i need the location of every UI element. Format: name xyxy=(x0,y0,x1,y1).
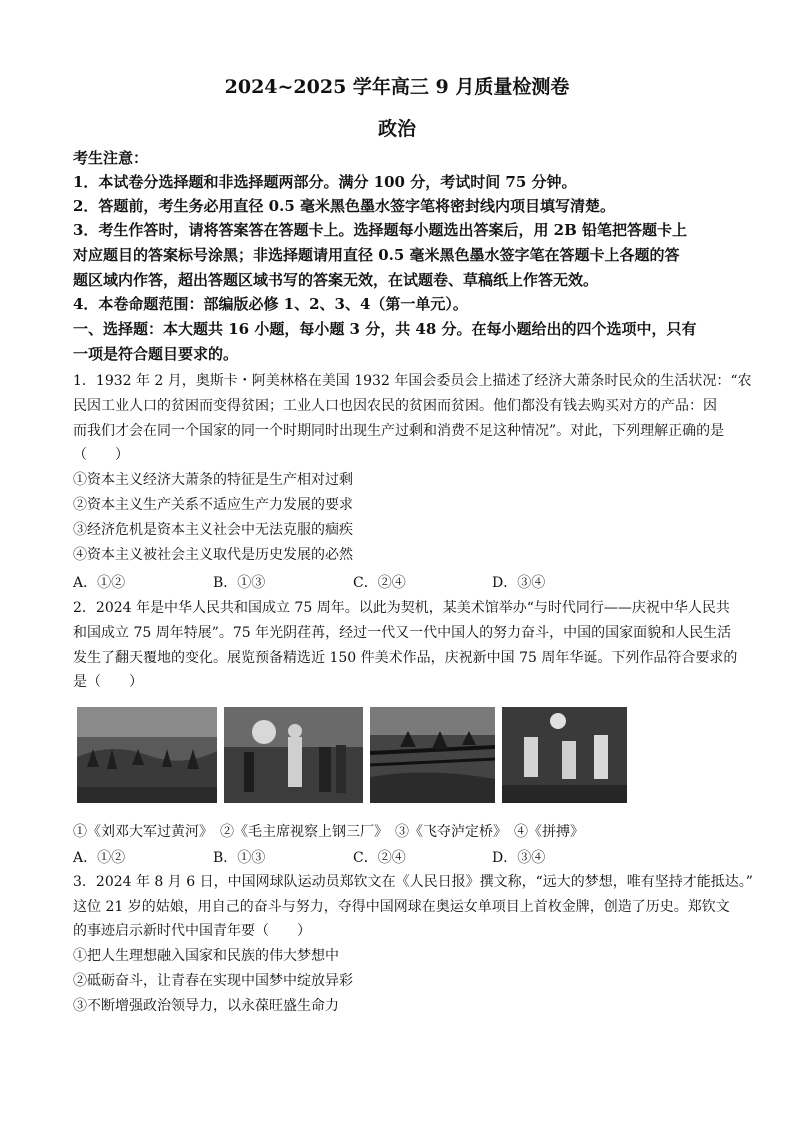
q2-option-a: A．①② xyxy=(73,850,126,866)
q3-stem: 3．2024 年 8 月 6 日，中国网球队运动员郑钦文在《人民日报》撰文称，“远大的梦想，唯有坚持才能抵达。” xyxy=(73,874,753,890)
q1-stem: （ ） xyxy=(73,447,129,463)
subject-title: 政治 xyxy=(377,118,416,140)
artwork-image-4 xyxy=(502,707,627,803)
exam-title: 2024~2025 学年高三 9 月质量检测卷 xyxy=(224,76,570,98)
section-heading: 一、选择题：本大题共 16 小题，每小题 3 分，共 48 分。在每小题给出的四个选项中，只有 xyxy=(73,320,697,338)
q3-stem: 这位 21 岁的姑娘，用自己的奋斗与努力，夺得中国网球在奥运女单项目上首枚金牌，创造了历史。郑钦文 xyxy=(73,899,730,915)
q1-stem: 而我们才会在同一个国家的同一个时期同时出现生产过剩和消费不足这种情况”。对此，下列理解正确的是 xyxy=(73,423,725,439)
q2-option-c: C．②④ xyxy=(353,850,406,866)
q2-option-b: B．①③ xyxy=(213,850,266,866)
q3-statement: ①把人生理想融入国家和民族的伟大梦想中 xyxy=(73,948,339,964)
q2-stem: 是（ ） xyxy=(73,674,143,690)
notice-item: 题区域内作答，超出答题区域书写的答案无效，在试题卷、草稿纸上作答无效。 xyxy=(73,271,599,289)
q3-statement: ③不断增强政治领导力，以永葆旺盛生命力 xyxy=(73,998,339,1014)
q2-option-d: D．③④ xyxy=(492,850,546,866)
q3-stem: 的事迹启示新时代中国青年要（ ） xyxy=(73,923,311,939)
q1-stem: 1．1932 年 2 月，奥斯卡・阿美林格在美国 1932 年国会委员会上描述了经济大萧条时民众的生活状况：“农 xyxy=(73,373,752,389)
q1-option-c: C．②④ xyxy=(353,575,406,591)
section-heading-cont: 一项是符合题目要求的。 xyxy=(73,345,239,363)
notice-item: 对应题目的答案标号涂黑；非选择题请用直径 0.5 毫米黑色墨水签字笔在答题卡上各题的答 xyxy=(73,246,680,264)
notice-item: 4．本卷命题范围：部编版必修 1、2、3、4（第一单元）。 xyxy=(73,295,468,313)
q1-statement: ①资本主义经济大萧条的特征是生产相对过剩 xyxy=(73,472,353,488)
q1-statement: ③经济危机是资本主义社会中无法克服的痼疾 xyxy=(73,522,353,538)
artwork-image-2 xyxy=(224,707,363,803)
q1-option-d: D．③④ xyxy=(492,575,546,591)
artwork-image-1 xyxy=(77,707,217,803)
notice-item: 3．考生作答时，请将答案答在答题卡上。选择题每小题选出答案后，用 2B 铅笔把答题卡上 xyxy=(73,221,688,239)
q2-stem: 发生了翻天覆地的变化。展览预备精选近 150 件美术作品，庆祝新中国 75 周年华诞。下列作品符合要求的 xyxy=(73,650,738,666)
q1-statement: ④资本主义被社会主义取代是历史发展的必然 xyxy=(73,547,353,563)
q2-captions: ①《刘邓大军过黄河》 ②《毛主席视察上钢三厂》 ③《飞夺泸定桥》 ④《拼搏》 xyxy=(73,824,584,840)
notice-item: 2．答题前，考生务必用直径 0.5 毫米黑色墨水签字笔将密封线内项目填写清楚。 xyxy=(73,197,615,215)
q3-statement: ②砥砺奋斗，让青春在实现中国梦中绽放异彩 xyxy=(73,973,353,989)
q1-option-b: B．①③ xyxy=(213,575,266,591)
q1-statement: ②资本主义生产关系不适应生产力发展的要求 xyxy=(73,497,353,513)
notice-item: 1．本试卷分选择题和非选择题两部分。满分 100 分，考试时间 75 分钟。 xyxy=(73,173,577,191)
q2-stem: 2．2024 年是中华人民共和国成立 75 周年。以此为契机，某美术馆举办“与时代同行——庆祝中华人民共 xyxy=(73,600,730,616)
q1-stem: 民因工业人口的贫困而变得贫困；工业人口也因农民的贫困而贫困。他们都没有钱去购买对方的产品：因 xyxy=(73,398,717,414)
artwork-image-3 xyxy=(370,707,495,803)
notice-heading: 考生注意： xyxy=(73,149,149,167)
q2-stem: 和国成立 75 周年特展”。75 年光阴荏苒，经过一代又一代中国人的努力奋斗，中国的国家面貌和人民生活 xyxy=(73,625,732,641)
q1-option-a: A．①② xyxy=(73,575,126,591)
